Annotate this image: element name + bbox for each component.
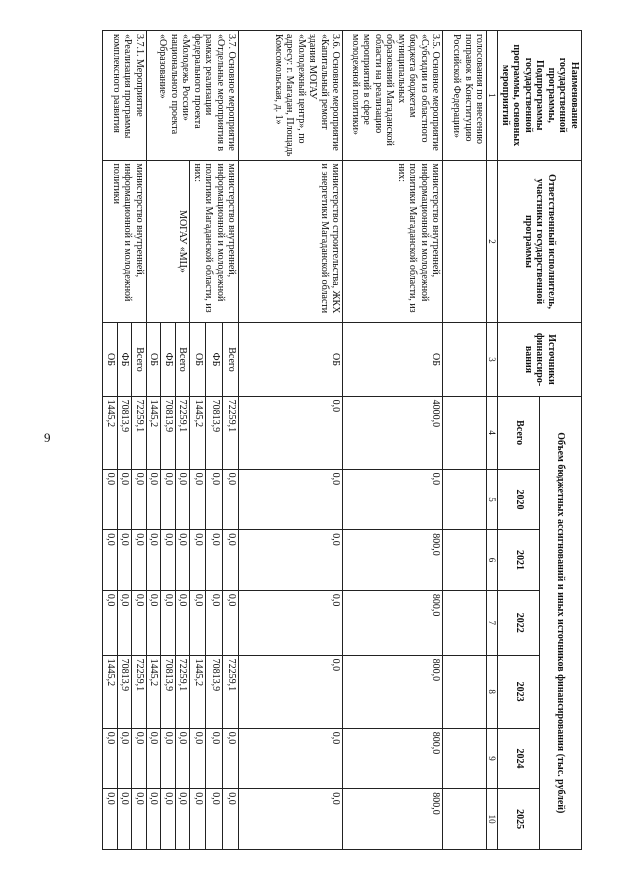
empty-cell xyxy=(443,396,487,469)
table-row xyxy=(132,31,147,850)
column-index: 5 xyxy=(487,469,498,530)
funding-value: 0,0 xyxy=(222,469,238,530)
funding-value: 0,0 xyxy=(206,728,222,789)
funding-value: 0,0 xyxy=(222,530,238,591)
program-name: голосования по внесению поправок в Конституцию Российской Федерации» xyxy=(443,31,487,161)
empty-cell xyxy=(443,590,487,655)
funding-source: ФБ xyxy=(206,323,222,396)
funding-value: 0,0 xyxy=(206,590,222,655)
column-index: 10 xyxy=(487,789,498,850)
column-index: 2 xyxy=(487,160,498,323)
header-row xyxy=(540,31,582,850)
funding-value: 0,0 xyxy=(206,469,222,530)
table-row xyxy=(239,31,343,850)
funding-value: 0,0 xyxy=(103,590,118,655)
funding-value: 0,0 xyxy=(103,728,118,789)
column-index: 6 xyxy=(487,530,498,591)
header-year: 2024 xyxy=(498,728,540,789)
header-executor: Ответственный исполнитель, участники государственной программы xyxy=(498,160,582,323)
funding-value: 0,0 xyxy=(146,469,161,530)
funding-value: 0,0 xyxy=(117,728,132,789)
rotated-page xyxy=(72,30,582,850)
table-row xyxy=(222,31,238,850)
funding-value: 0,0 xyxy=(190,789,206,850)
funding-value: 70813,9 xyxy=(117,396,132,469)
funding-value: 800,0 xyxy=(343,530,443,591)
funding-value: 72259,1 xyxy=(175,655,190,728)
funding-value: 0,0 xyxy=(206,530,222,591)
empty-cell xyxy=(443,323,487,396)
funding-value: 0,0 xyxy=(175,789,190,850)
funding-value: 70813,9 xyxy=(206,396,222,469)
funding-value: 0,0 xyxy=(190,469,206,530)
funding-value: 0,0 xyxy=(190,728,206,789)
funding-value: 1445,2 xyxy=(146,396,161,469)
funding-value: 70813,9 xyxy=(161,396,176,469)
funding-value: 0,0 xyxy=(239,396,343,469)
funding-value: 0,0 xyxy=(161,789,176,850)
funding-value: 72259,1 xyxy=(175,396,190,469)
funding-value: 0,0 xyxy=(161,728,176,789)
column-index: 7 xyxy=(487,590,498,655)
funding-value: 0,0 xyxy=(146,728,161,789)
funding-source: ОБ xyxy=(190,323,206,396)
funding-value: 70813,9 xyxy=(161,655,176,728)
executor-name: министерство строительства, ЖКХ и энергетики Магаданской области xyxy=(239,160,343,323)
header-year: 2025 xyxy=(498,789,540,850)
funding-value: 800,0 xyxy=(343,728,443,789)
funding-source: ФБ xyxy=(117,323,132,396)
funding-value: 0,0 xyxy=(132,789,147,850)
funding-value: 0,0 xyxy=(175,728,190,789)
program-name: 3.6. Основное мероприятие «Капитальный ремонт здания МОГАУ «Молодежный центр», по адресу: г. Магадан, Площадь Комсомольская, д. 1» xyxy=(239,31,343,161)
funding-source: ОБ xyxy=(343,323,443,396)
funding-value: 0,0 xyxy=(343,469,443,530)
funding-value: 0,0 xyxy=(239,728,343,789)
funding-value: 0,0 xyxy=(161,469,176,530)
funding-value: 0,0 xyxy=(103,469,118,530)
funding-value: 800,0 xyxy=(343,789,443,850)
empty-cell xyxy=(443,655,487,728)
funding-value: 0,0 xyxy=(222,789,238,850)
funding-value: 0,0 xyxy=(117,789,132,850)
funding-value: 0,0 xyxy=(132,530,147,591)
table-body xyxy=(103,31,498,850)
header-year: 2023 xyxy=(498,655,540,728)
funding-value: 0,0 xyxy=(117,530,132,591)
funding-table xyxy=(102,30,582,850)
table-row xyxy=(343,31,443,850)
funding-value: 0,0 xyxy=(239,655,343,728)
column-index: 3 xyxy=(487,323,498,396)
header-year: 2022 xyxy=(498,590,540,655)
executor-name: министерство внутренней, информационной и молодежной политики Магаданской области, из них: xyxy=(343,160,443,323)
header-name: Наименование государственной программы, Подпрограммы государственной программы, основных мероприятий xyxy=(498,31,582,161)
funding-value: 800,0 xyxy=(343,590,443,655)
funding-value: 0,0 xyxy=(222,728,238,789)
funding-value: 0,0 xyxy=(222,590,238,655)
funding-source: Всего xyxy=(132,323,147,396)
funding-value: 0,0 xyxy=(239,469,343,530)
column-index: 4 xyxy=(487,396,498,469)
program-name: 3.5. Основное мероприятие «Субсидии из областного бюджета бюджетам муниципальных образований Магаданской области на реализацию мероприятий в сфере молодежной политики» xyxy=(343,31,443,161)
funding-value: 0,0 xyxy=(146,530,161,591)
column-index-row xyxy=(487,31,498,850)
funding-value: 800,0 xyxy=(343,655,443,728)
funding-value: 0,0 xyxy=(117,590,132,655)
funding-source: ФБ xyxy=(161,323,176,396)
funding-value: 72259,1 xyxy=(132,396,147,469)
funding-value: 72259,1 xyxy=(222,655,238,728)
funding-value: 0,0 xyxy=(132,469,147,530)
page-number: 9 xyxy=(44,430,51,445)
program-name: 3.7.1. Мероприятие «Реализация программы комплексного развития xyxy=(103,31,147,161)
header-source: Источники финансиро-вания xyxy=(498,323,582,396)
header-funding: Объем бюджетных ассигнований и иных источников финансирования (тыс. рублей) xyxy=(540,396,582,849)
funding-value: 0,0 xyxy=(146,789,161,850)
funding-value: 0,0 xyxy=(146,590,161,655)
header-year: 2020 xyxy=(498,469,540,530)
funding-value: 70813,9 xyxy=(117,655,132,728)
empty-cell xyxy=(443,160,487,323)
funding-value: 0,0 xyxy=(206,789,222,850)
funding-value: 1445,2 xyxy=(190,655,206,728)
funding-value: 0,0 xyxy=(175,530,190,591)
executor-name: МОГАУ «МЦ» xyxy=(146,160,190,323)
funding-value: 0,0 xyxy=(239,590,343,655)
program-name: 3.7. Основное мероприятие «Отдельные мероприятия в рамках реализации федерального проекта «Молодежь России» национального проекта «Образование» xyxy=(146,31,239,161)
funding-value: 0,0 xyxy=(103,789,118,850)
funding-value: 0,0 xyxy=(175,590,190,655)
funding-value: 70813,9 xyxy=(206,655,222,728)
funding-value: 4000,0 xyxy=(343,396,443,469)
funding-value: 0,0 xyxy=(103,530,118,591)
funding-source: Всего xyxy=(175,323,190,396)
funding-value: 1445,2 xyxy=(103,396,118,469)
funding-value: 0,0 xyxy=(117,469,132,530)
funding-value: 72259,1 xyxy=(132,655,147,728)
funding-value: 1445,2 xyxy=(146,655,161,728)
empty-cell xyxy=(443,789,487,850)
funding-value: 0,0 xyxy=(161,530,176,591)
funding-value: 72259,1 xyxy=(222,396,238,469)
funding-value: 0,0 xyxy=(190,530,206,591)
funding-value: 1445,2 xyxy=(190,396,206,469)
column-index: 8 xyxy=(487,655,498,728)
header-year: 2021 xyxy=(498,530,540,591)
executor-name: министерство внутренней, информационной и молодежной политики xyxy=(103,160,147,323)
executor-name: министерство внутренней, информационной и молодежной политики Магаданской области, из них: xyxy=(190,160,239,323)
funding-value: 0,0 xyxy=(132,728,147,789)
table-row xyxy=(443,31,487,850)
funding-source: ОБ xyxy=(146,323,161,396)
header-year: Всего xyxy=(498,396,540,469)
column-index: 1 xyxy=(487,31,498,161)
funding-value: 0,0 xyxy=(175,469,190,530)
funding-value: 0,0 xyxy=(239,530,343,591)
funding-value: 0,0 xyxy=(239,789,343,850)
empty-cell xyxy=(443,530,487,591)
funding-source: ОБ xyxy=(239,323,343,396)
funding-value: 0,0 xyxy=(190,590,206,655)
funding-value: 1445,2 xyxy=(103,655,118,728)
funding-value: 0,0 xyxy=(132,590,147,655)
empty-cell xyxy=(443,469,487,530)
empty-cell xyxy=(443,728,487,789)
funding-source: Всего xyxy=(222,323,238,396)
column-index: 9 xyxy=(487,728,498,789)
funding-source: ОБ xyxy=(103,323,118,396)
funding-value: 0,0 xyxy=(161,590,176,655)
